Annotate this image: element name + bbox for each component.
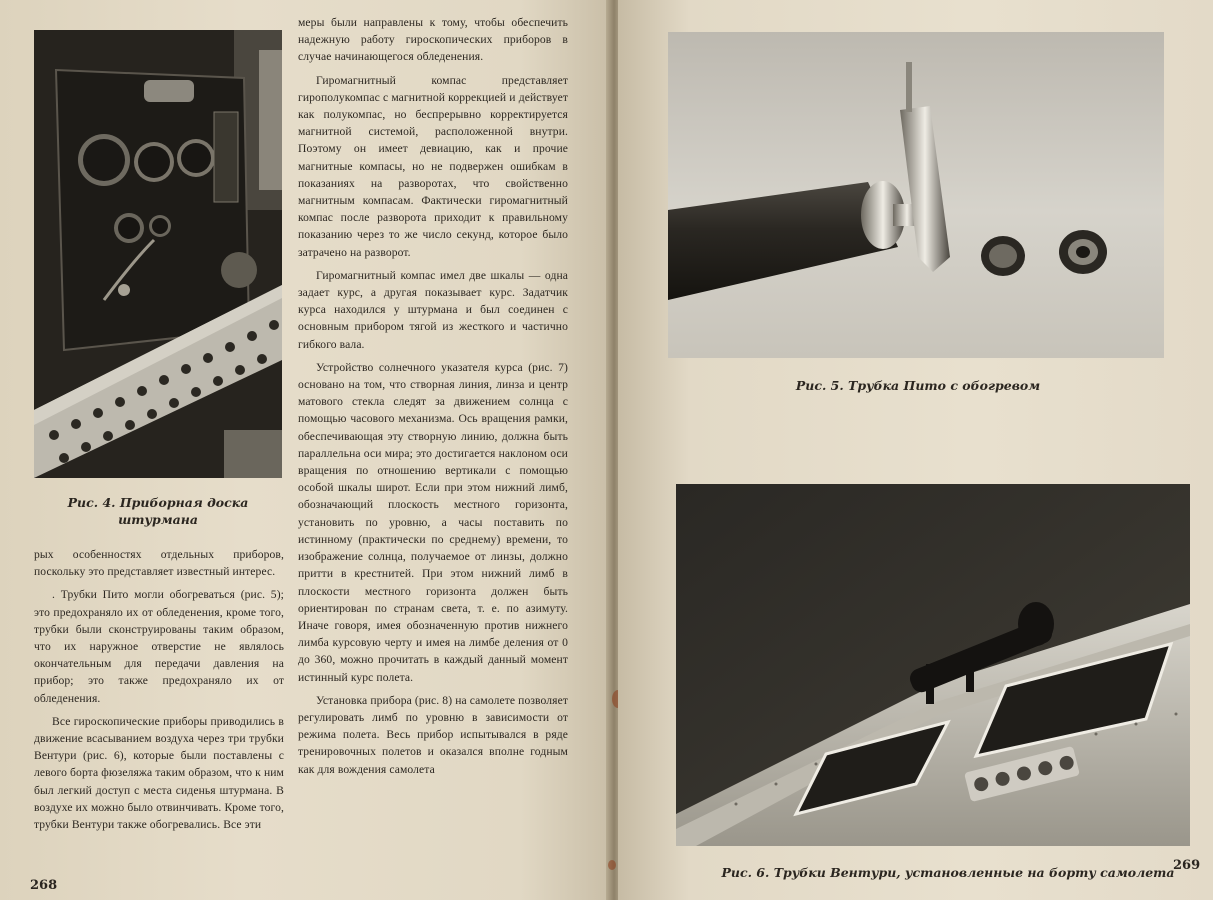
pitot-photo-drawing (668, 32, 1164, 358)
figure4-caption-line2: штурмана (118, 512, 198, 527)
paragraph: меры были направлены к тому, чтобы обеспечить надежную работу гироскопических приборов в случае начинающегося обледенения. (298, 16, 568, 64)
left-column-1 (34, 546, 284, 833)
page-number-right: 269 (1173, 858, 1201, 873)
figure6-photo-venturi-tubes (676, 484, 1190, 846)
venturi-photo-drawing (676, 484, 1190, 846)
figure5-photo-pitot-tube (668, 32, 1164, 358)
paragraph: . Трубки Пито могли обогреваться (рис. 5); это предохраняло их от обледенения, кроме того, трубки были сконструированы таким образом, что их наружное отверстие не являлось окончательным для передачи давления на прибор; это также предохраняло их от обледенения. (34, 588, 284, 705)
figure6-caption: Рис. 6. Трубки Вентури, установленные на борту самолета (721, 865, 1175, 880)
paragraph: Гиромагнитный компас имел две шкалы — одна задает курс, а другая показывает курс. Задатчик курса находился у штурмана и был соединен с основным прибором тягой из жесткого и частично гибкого вала. (298, 268, 568, 351)
figure4-caption (40, 494, 276, 528)
right-page (618, 0, 1213, 900)
paragraph: Все гироскопические приборы приводились в движение всасыванием воздуха через три трубки Вентури (рис. 6), которые были поставлены с левого борта фюзеляжа таким образом, что к ним был легкий доступ с места сиденья штурмана. В воздухе их можно было отвинчивать. Кроме того, трубки Вентури также обогревались. Все эти (34, 714, 284, 832)
page-number-left: 268 (30, 878, 58, 893)
paragraph: Установка прибора (рис. 8) на самолете позволяет регулировать лимб по уровню в зависимости от режима полета. Весь прибор испытывался в ряде тренировочных полетов и оказался вполне годным как для вождения самолета (298, 693, 568, 776)
paragraph: рых особенностях отдельных приборов, поскольку это представляет известный интерес. (34, 548, 284, 579)
figure4-photo-navigator-panel (34, 30, 282, 478)
paragraph: Гиромагнитный компас представляет гирополукомпас с магнитной коррекцией и действует как полукомпас, но беспрерывно корректируется магнитной системой, расположенной внутри. Поэтому он имеет девиацию, как и прочие магнитные компасы, но не подвержен ошибкам в показаниях на разворотах, что свойственно магнитным компасам. Фактически гиромагнитный компас после разворота приходит к правильному показанию через то же число секунд, которое было затрачено на разворот. (298, 73, 568, 259)
rust-stain (608, 860, 616, 870)
left-column-2 (298, 14, 568, 778)
figure5-caption: Рис. 5. Трубка Пито с обогревом (795, 378, 1041, 393)
paragraph: Устройство солнечного указателя курса (рис. 7) основано на том, что створная линия, линза и центр матового стекла следят за движением солнца с помощью часового механизма. Ось вращения рамки, обеспечивающая эту створную линию, должна быть параллельна оси мира; это достигается наклоном оси вращения по отношению вертикали с помощью особой шкалы широт. Если при этом нижний лимб, обозначающий плоскость местного горизонта, установить по уровню, а часы поставить по истинному (практически по среднему) времени, то изображение солнца, получаемое от линзы, должно притти в крестнитей. При этом нижний лимб в плоскости местного горизонта должен быть ориентирован по странам света, т. е. по азимуту. Иначе говоря, имея обозначенную против нижнего лимба курсовую черту и имея на лимбе деления от 0 до 360, можно прочитать в каждый данный момент истинный курс полета. (298, 360, 568, 684)
figure4-caption-line1: Рис. 4. Приборная доска (67, 495, 249, 510)
panel-photo-drawing (34, 30, 282, 478)
